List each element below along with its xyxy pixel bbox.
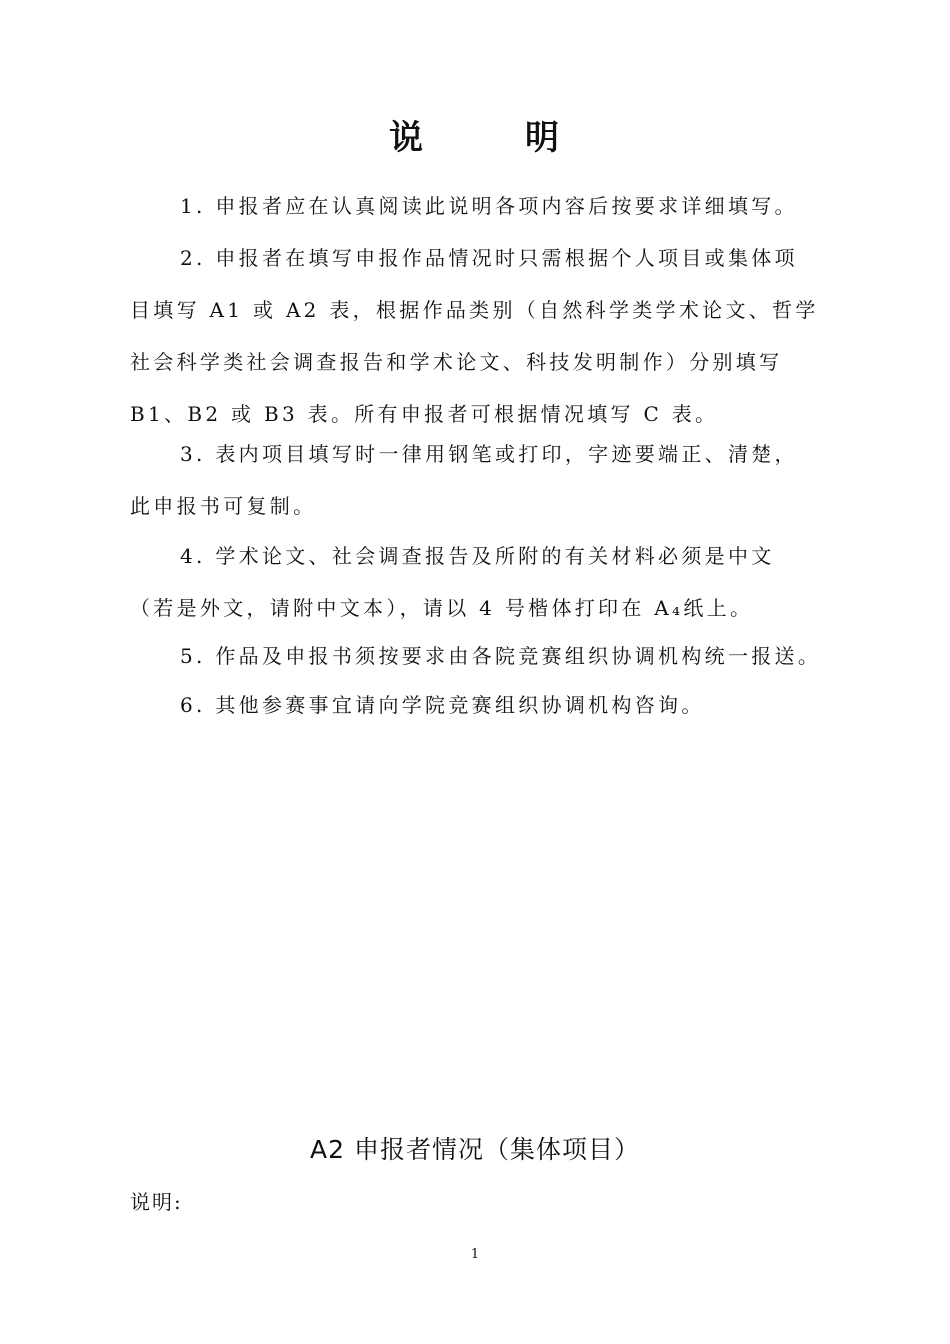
instruction-line: 此申报书可复制。 <box>130 494 317 518</box>
instruction-item-4 <box>130 530 820 634</box>
instruction-line: （若是外文，请附中文本），请以 4 号楷体打印在 A₄纸上。 <box>130 596 754 620</box>
page-number: 1 <box>470 1247 480 1262</box>
instruction-item-5 <box>130 630 820 682</box>
instruction-line: 目填写 A1 或 A2 表，根据作品类别（自然科学类学术论文、哲学 <box>130 298 819 322</box>
instruction-line: 2. 申报者在填写申报作品情况时只需根据个人项目或集体项 <box>180 246 798 270</box>
instruction-line: B1、B2 或 B3 表。所有申报者可根据情况填写 C 表。 <box>130 402 719 426</box>
instruction-item-3 <box>130 428 820 532</box>
instruction-line: 3. 表内项目填写时一律用钢笔或打印，字迹要端正、清楚， <box>180 442 798 466</box>
title-char-1: 说 <box>389 118 425 158</box>
page-title <box>0 110 950 159</box>
instruction-item-6 <box>130 679 820 731</box>
instruction-line: 4. 学术论文、社会调查报告及所附的有关材料必须是中文 <box>180 544 775 568</box>
instruction-item-1 <box>130 180 820 232</box>
instruction-line: 5. 作品及申报书须按要求由各院竞赛组织协调机构统一报送。 <box>180 644 822 668</box>
instruction-line: 6. 其他参赛事宜请向学院竞赛组织协调机构咨询。 <box>180 693 705 717</box>
instruction-line: 1. 申报者应在认真阅读此说明各项内容后按要求详细填写。 <box>180 194 798 218</box>
instruction-item-2 <box>130 232 820 440</box>
section-title: A2 申报者情况（集体项目） <box>310 1135 640 1164</box>
note-label: 说明: <box>130 1190 183 1214</box>
instruction-line: 社会科学类社会调查报告和学术论文、科技发明制作）分别填写 <box>130 350 783 374</box>
title-char-2: 明 <box>525 118 561 158</box>
